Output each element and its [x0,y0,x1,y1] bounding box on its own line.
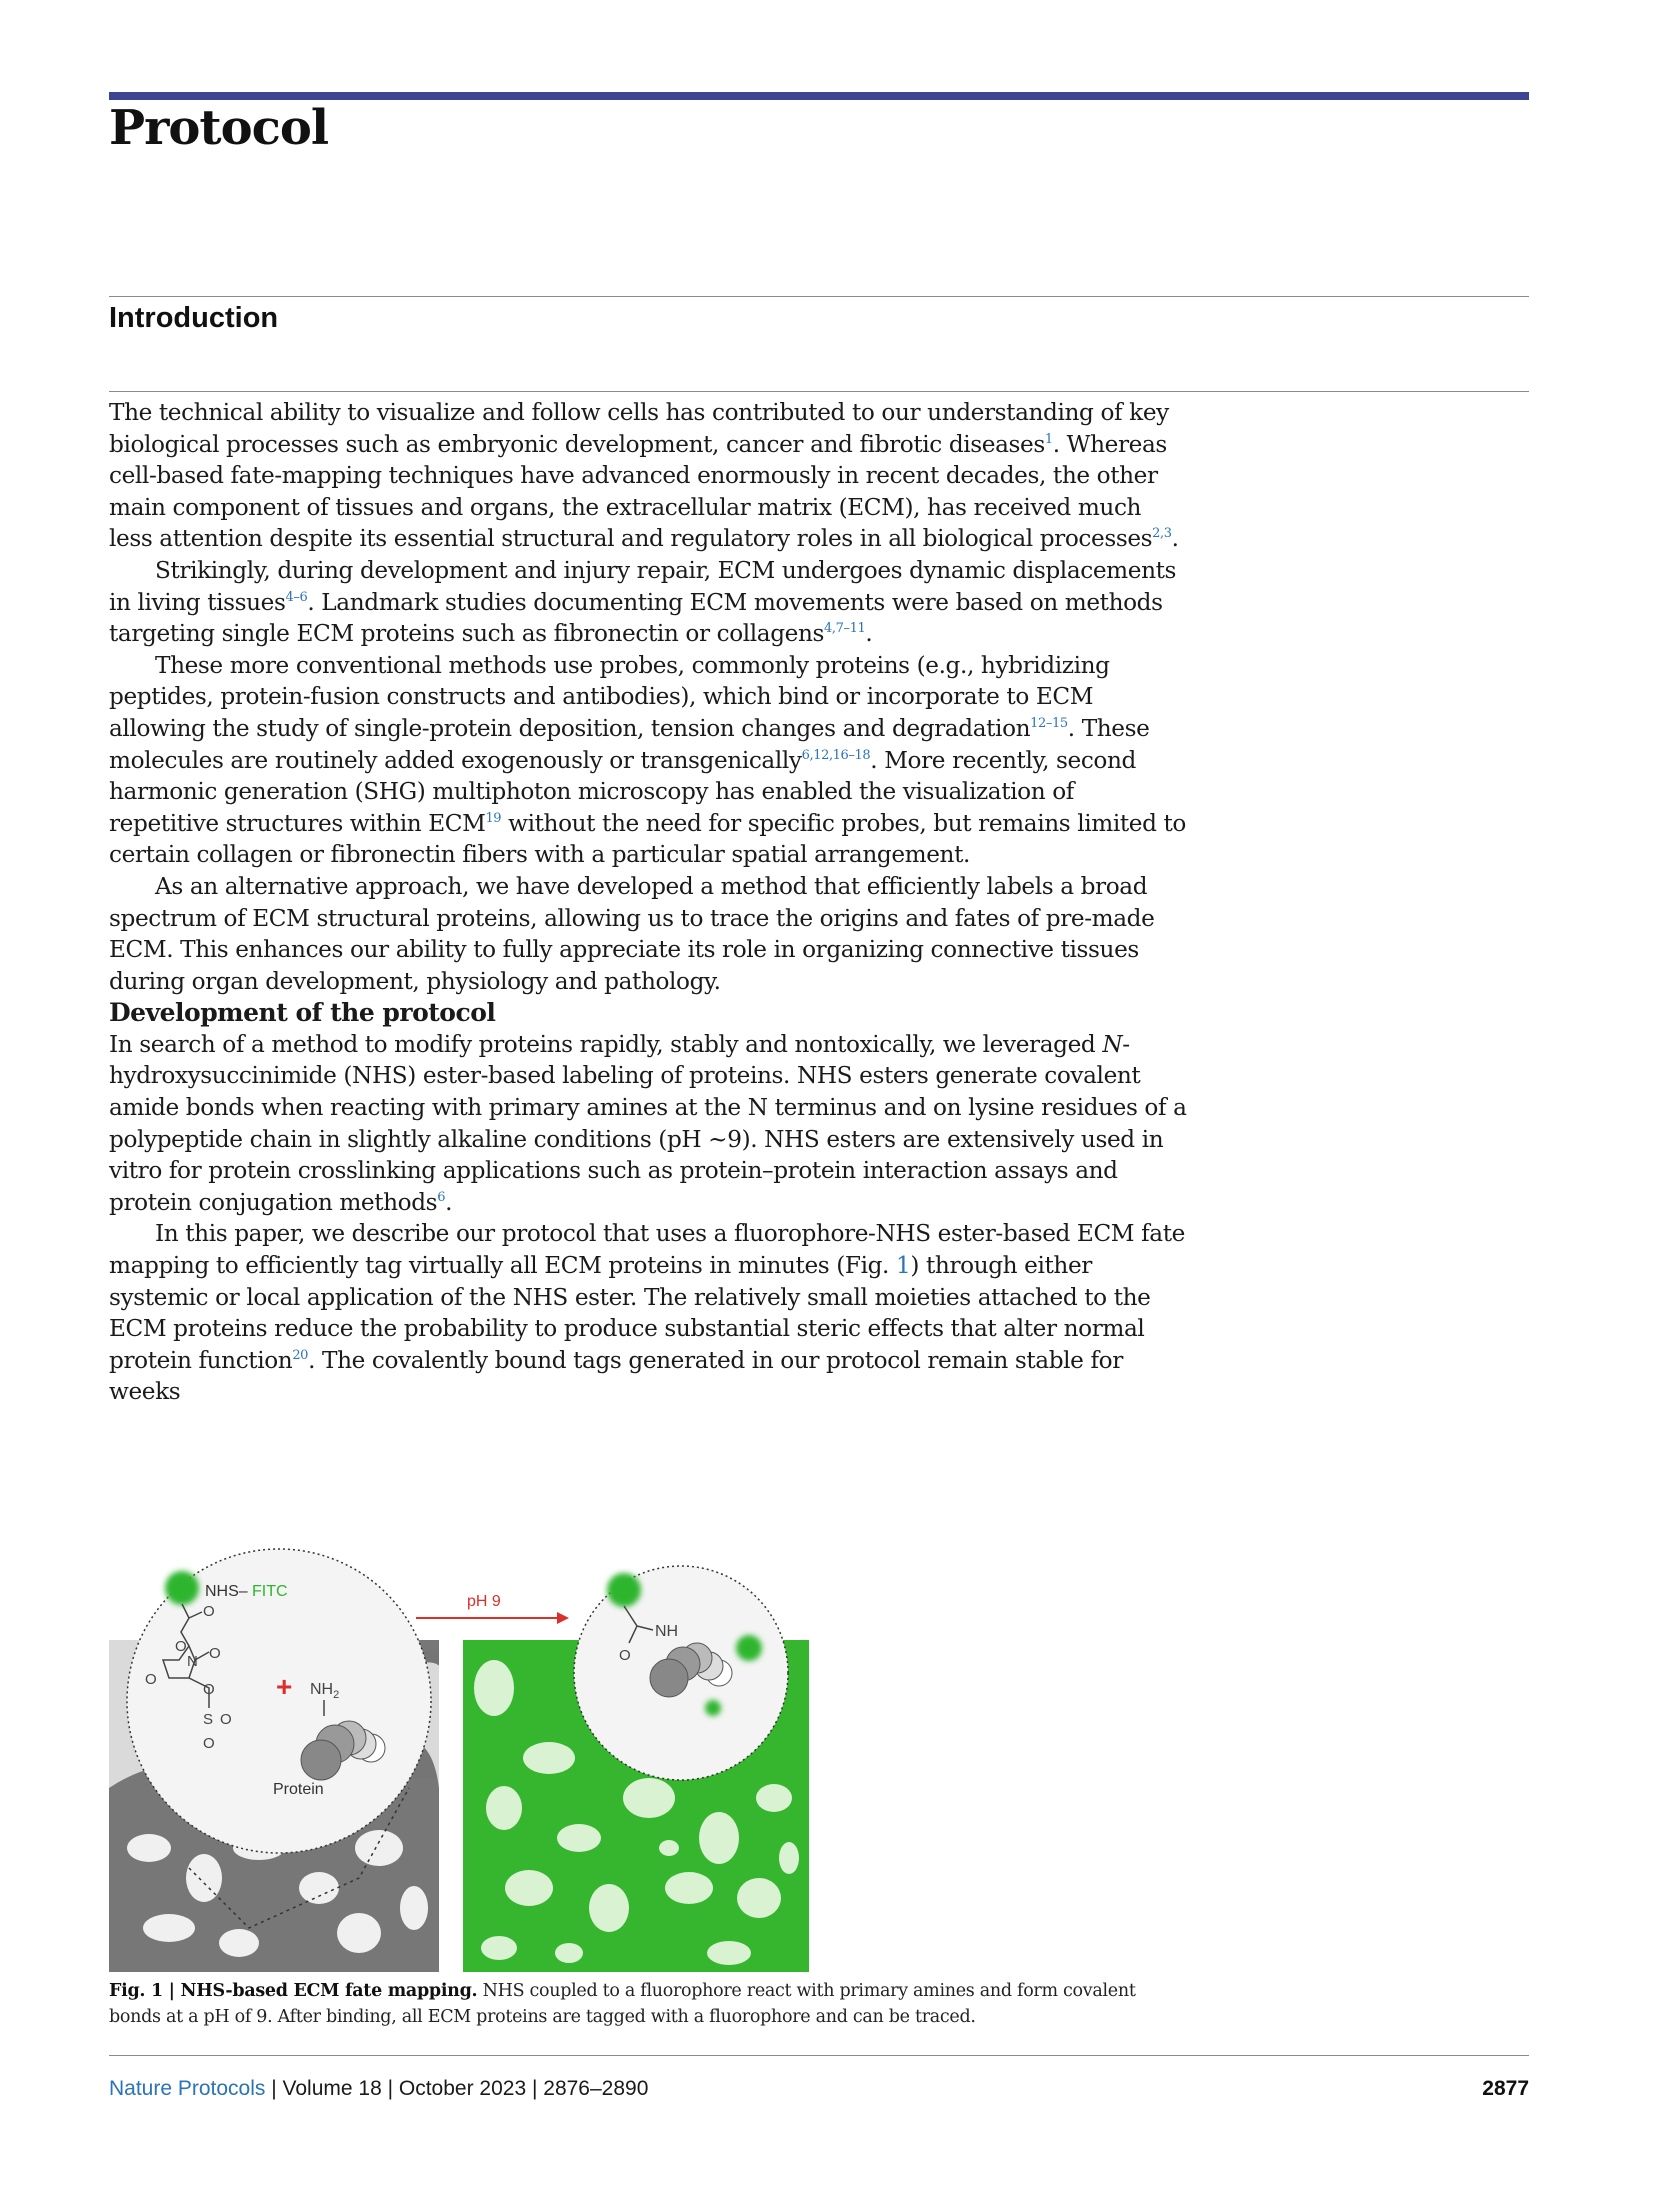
citation-link[interactable]: 2,3 [1152,526,1172,542]
fluorophore-dot [736,1635,762,1661]
introduction-heading: Introduction [109,302,279,334]
sulfonyl-o-3: O [203,1735,215,1752]
ester-o: O [175,1638,187,1655]
header-rule [109,92,1529,100]
section-label: Protocol [109,100,329,156]
citation-link[interactable]: 1 [1044,431,1053,447]
caption-text: NHS coupled to a fluorophore react with primary amines and form covalent bonds at a pH of 9. After binding, all ECM proteins are tagged with a fluorophore and can be traced. [109,1981,1136,2027]
paragraph-6: In this paper, we describe our protocol that uses a fluorophore-NHS ester-based ECM fate mapping to efficiently tag virtually all ECM proteins in minutes (Fig. 1) through either systemic or local application of the NHS ester. The relatively small moieties attached to the ECM proteins reduce the probability to produce substantial steric effects that alter normal protein function$^{20}$. The covalently bound tags generated in our protocol remain stable for weeks [109,1220,1185,1406]
amide-o: O [619,1647,631,1664]
citation-link[interactable]: 20 [292,1347,309,1363]
footer [109,2077,648,2101]
fitc-label: FITC [252,1583,288,1600]
paragraph-5: In search of a method to modify proteins rapidly, stably and nontoxically, we leveraged N-hydroxysuccinimide (NHS) ester-based labeling of proteins. NHS esters generate covalent amide bonds when reacting with primary amines at the N terminus and on lysine residues of a polypeptide chain in slightly alkaline conditions (pH ~9). NHS esters are extensively used in vitro for protein crosslinking applications such as protein–protein interaction assays and protein conjugation methods$^6$. [109,1030,1187,1216]
nhs-fitc-reagent-inset [127,1549,431,1853]
sulfur-s: S [203,1711,214,1728]
divider-top [109,296,1529,297]
tagged-protein-inset [574,1566,788,1780]
citation-link[interactable]: 6 [437,1189,446,1205]
divider-bottom [109,391,1529,392]
footer-rule [109,2055,1529,2056]
nhs-label: NHS– [205,1583,248,1600]
citation-link[interactable]: 19 [485,810,502,826]
fluorophore-dot [705,1700,721,1716]
ring-o-1: O [209,1645,221,1662]
nitrogen-n: N [187,1653,198,1670]
ring-o-2: O [145,1671,157,1688]
citation-link[interactable]: 4,7–11 [824,621,866,637]
carbonyl-o: O [203,1603,215,1620]
fluorophore-dot [165,1571,199,1605]
caption-label: Fig. 1 | NHS-based ECM fate mapping. [109,1981,478,2001]
subsection-heading: Development of the protocol [109,998,496,1028]
paragraph-4: As an alternative approach, we have developed a method that efficiently labels a broad spectrum of ECM structural proteins, allowing us to trace the origins and fates of pre-made ECM. This enhances our ability to fully appreciate its role in organizing connective tissues during organ development, physiology and pathology. [109,872,1155,995]
figure-1 [109,1548,809,1972]
paragraph-2: Strikingly, during development and injury repair, ECM undergoes dynamic displacements in living tissues$^{4-6}$. Landmark studies documenting ECM movements were based on methods targeting single ECM proteins such as fibronectin or collagens$^{4,7-11}$. [109,556,1177,648]
article-body [109,397,1189,1408]
figure-caption [109,1978,1189,2030]
plus-sign: + [276,1671,293,1702]
citation-link[interactable]: 12–15 [1030,715,1068,731]
paragraph-1: The technical ability to visualize and follow cells has contributed to our understanding of key biological processes such as embryonic development, cancer and fibrotic diseases$^1$. Whereas cell-based fate-mapping techniques have advanced enormously in recent decades, the other main component of tissues and organs, the extracellular matrix (ECM), has received much less attention despite its essential structural and regulatory roles in all biological processes$^{2,3}$. [109,399,1179,553]
amine-label: $NH_2$ [310,1681,340,1701]
sulfonyl-o-1: O [203,1681,215,1698]
sulfonyl-o-2: O [220,1711,232,1728]
fluorophore-dot [607,1573,641,1607]
citation-link[interactable]: 4–6 [285,589,308,605]
reaction-arrow [416,1593,569,1624]
journal-link[interactable]: Nature Protocols [109,2077,266,2100]
citation-link[interactable]: 6,12,16–18 [801,747,871,763]
figure-link[interactable]: 1 [896,1252,911,1280]
page-number: 2877 [1482,2077,1529,2100]
ph-label: pH 9 [467,1593,501,1610]
figure-1-illustration [109,1548,809,1972]
protein-label: Protein [273,1781,324,1798]
paragraph-3: These more conventional methods use probes, commonly proteins (e.g., hybridizing peptides, protein-fusion constructs and antibodies), which bind or incorporate to ECM allowing the study of single-protein deposition, tension changes and degradation$^{12-15}$. These molecules are routinely added exogenously or transgenically$^{6,12,16-18}$. More recently, second harmonic generation (SHG) multiphoton microscopy has enabled the visualization of repetitive structures within ECM$^{19}$ without the need for specific probes, but remains limited to certain collagen or fibronectin fibers with a particular spatial arrangement. [109,651,1186,869]
issue-details: | Volume 18 | October 2023 | 2876–2890 [265,2077,649,2100]
amide-nh-label: NH [655,1623,679,1640]
